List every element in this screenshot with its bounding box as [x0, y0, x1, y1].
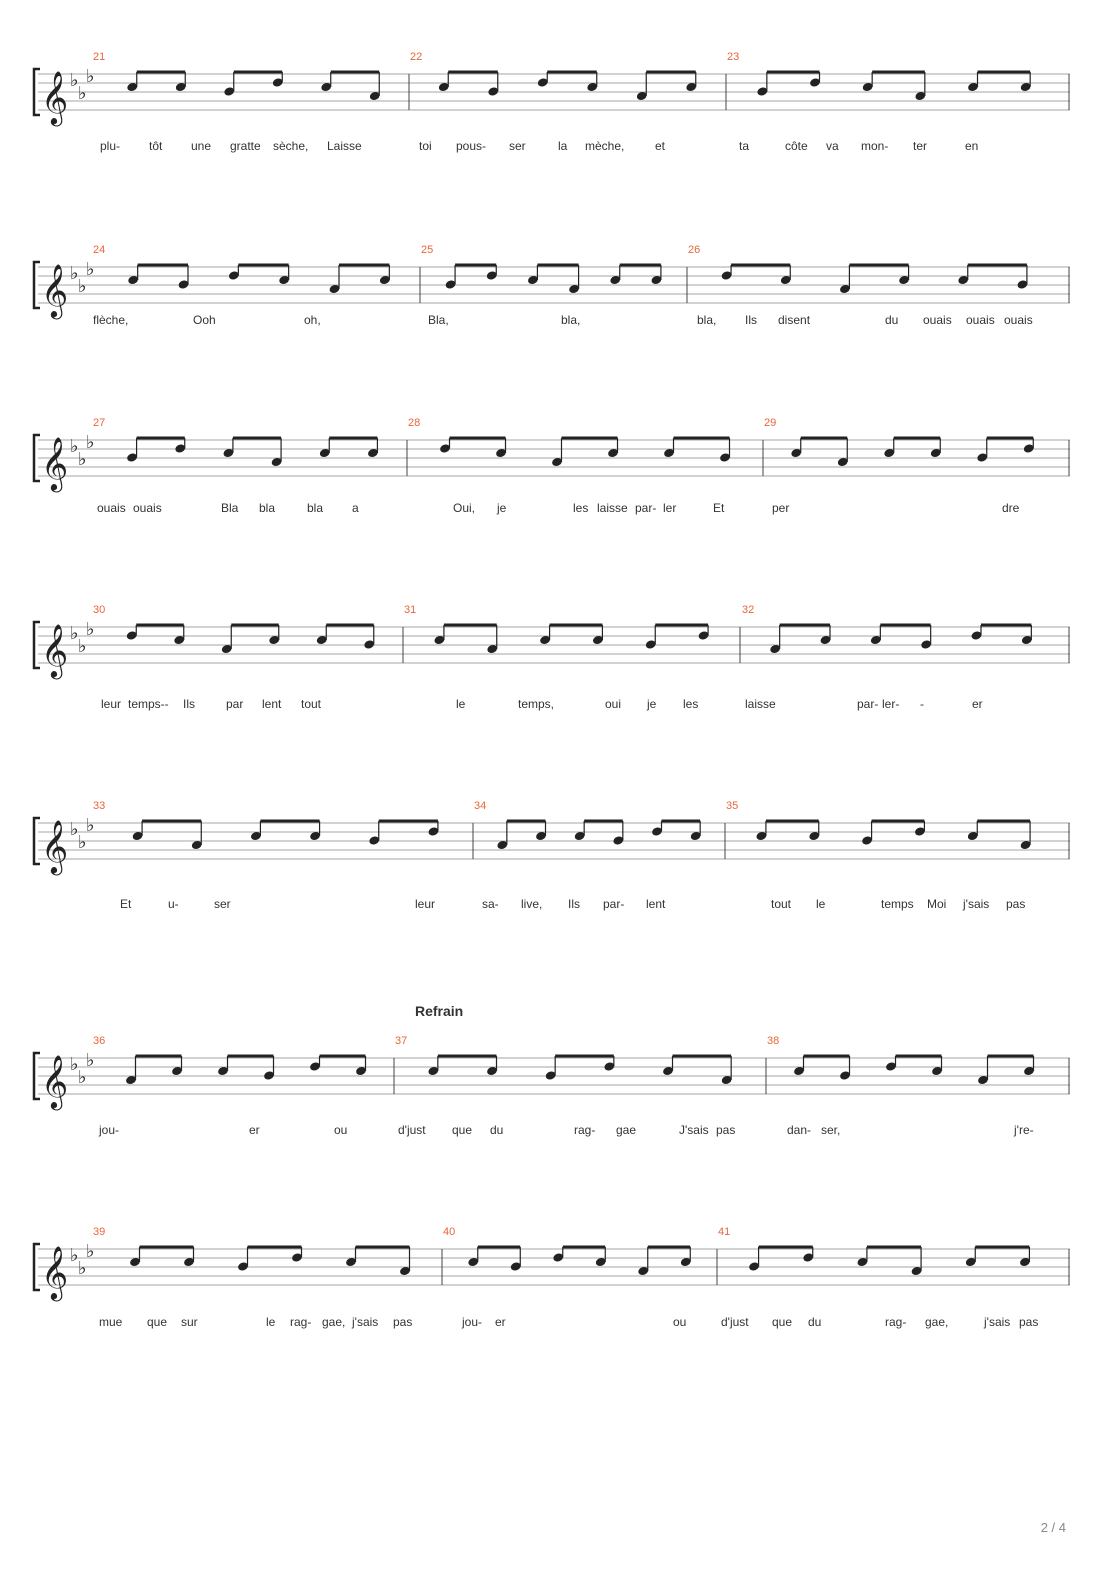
lyric-syllable: a — [352, 501, 359, 515]
measure-number: 28 — [408, 417, 421, 429]
lyric-syllable: bla — [307, 501, 324, 515]
lyric-syllable: ser — [509, 139, 526, 153]
lyric-syllable: er — [972, 697, 983, 711]
lyric-syllable: par- — [857, 697, 879, 711]
lyric-syllable: gae, — [322, 1315, 346, 1329]
flat-icon: ♭ — [70, 436, 79, 457]
lyric-syllable: et — [655, 139, 666, 153]
lyric-syllable: ser — [214, 897, 231, 911]
lyric-syllable: pas — [1019, 1315, 1039, 1329]
measure-number: 30 — [93, 604, 106, 616]
lyric-syllable: rag- — [290, 1315, 312, 1329]
lyric-syllable: pas — [393, 1315, 413, 1329]
lyric-syllable: live, — [521, 897, 543, 911]
lyric-syllable: que — [147, 1315, 168, 1329]
lyric-syllable: bla, — [561, 313, 581, 327]
flat-icon: ♭ — [70, 70, 79, 91]
staff — [0, 1227, 1110, 1327]
treble-clef-icon: 𝄞 — [41, 1054, 69, 1108]
flat-icon: ♭ — [78, 449, 87, 470]
lyric-syllable: la — [558, 139, 568, 153]
staff-system — [0, 245, 1110, 445]
flat-icon: ♭ — [86, 66, 95, 87]
lyric-syllable: je — [647, 697, 657, 711]
measure-number: 41 — [718, 1226, 731, 1238]
lyric-syllable: d'just — [398, 1123, 426, 1137]
lyric-syllable: va — [826, 139, 839, 153]
lyric-syllable: Ooh — [193, 313, 216, 327]
staff-system — [0, 418, 1110, 618]
lyric-syllable: sa- — [482, 897, 499, 911]
flat-icon: ♭ — [78, 1258, 87, 1279]
staff — [0, 801, 1110, 901]
lyric-syllable: que — [452, 1123, 473, 1137]
lyric-syllable: pas — [716, 1123, 736, 1137]
lyric-syllable: j'sais — [984, 1315, 1011, 1329]
flat-icon: ♭ — [78, 636, 87, 657]
measure-number: 35 — [726, 800, 739, 812]
lyric-syllable: j'sais — [352, 1315, 379, 1329]
lyric-syllable: j're- — [1014, 1123, 1034, 1137]
lyric-syllable: lent — [262, 697, 282, 711]
lyric-syllable: les — [573, 501, 589, 515]
staff-system — [0, 801, 1110, 1001]
lyric-syllable: Moi — [927, 897, 947, 911]
flat-icon: ♭ — [78, 832, 87, 853]
lyric-syllable: mèche, — [585, 139, 625, 153]
lyric-syllable: une — [191, 139, 212, 153]
lyric-syllable: ler- — [882, 697, 900, 711]
lyric-syllable: que — [772, 1315, 793, 1329]
lyric-syllable: rag- — [885, 1315, 907, 1329]
lyric-syllable: tout — [771, 897, 792, 911]
lyric-syllable: j'sais — [963, 897, 990, 911]
flat-icon: ♭ — [86, 259, 95, 280]
measure-number: 36 — [93, 1035, 106, 1047]
lyric-syllable: u- — [168, 897, 179, 911]
lyric-syllable: gratte — [230, 139, 261, 153]
treble-clef-icon: 𝄞 — [41, 70, 69, 124]
flat-icon: ♭ — [70, 623, 79, 644]
lyric-syllable: per — [772, 501, 790, 515]
flat-icon: ♭ — [70, 1245, 79, 1266]
measure-number: 25 — [421, 244, 434, 256]
measure-number: 37 — [395, 1035, 408, 1047]
lyric-syllable: Ils — [183, 697, 195, 711]
lyric-syllable: ouais — [923, 313, 952, 327]
measure-number: 38 — [767, 1035, 780, 1047]
lyric-syllable: les — [683, 697, 699, 711]
measure-number: 40 — [443, 1226, 456, 1238]
measure-number: 24 — [93, 244, 106, 256]
lyric-syllable: Oui, — [453, 501, 476, 515]
lyric-syllable: en — [965, 139, 979, 153]
staff — [0, 1036, 1110, 1136]
lyric-syllable: er — [249, 1123, 260, 1137]
measure-number: 34 — [474, 800, 487, 812]
lyric-syllable: dre — [1002, 501, 1020, 515]
lyric-syllable: mue — [99, 1315, 123, 1329]
lyric-syllable: flèche, — [93, 313, 129, 327]
lyric-syllable: ler — [663, 501, 677, 515]
lyric-syllable: bla, — [697, 313, 717, 327]
lyric-syllable: le — [816, 897, 826, 911]
measure-number: 22 — [410, 51, 423, 63]
lyric-syllable: jou- — [462, 1315, 483, 1329]
lyric-syllable: Bla — [221, 501, 239, 515]
lyric-syllable: ser, — [821, 1123, 841, 1137]
lyric-syllable: ouais — [133, 501, 162, 515]
measure-number: 26 — [688, 244, 701, 256]
lyric-syllable: ou — [673, 1315, 687, 1329]
flat-icon: ♭ — [70, 819, 79, 840]
flat-icon: ♭ — [70, 263, 79, 284]
staff-system — [0, 605, 1110, 805]
lyric-syllable: Ils — [745, 313, 757, 327]
lyric-syllable: du — [808, 1315, 822, 1329]
lyric-syllable: rag- — [574, 1123, 596, 1137]
lyric-syllable: disent — [778, 313, 811, 327]
lyric-syllable: Bla, — [428, 313, 449, 327]
lyric-syllable: Ils — [568, 897, 580, 911]
lyric-syllable: temps — [881, 897, 914, 911]
lyric-syllable: dan- — [787, 1123, 812, 1137]
lyric-syllable: Laisse — [327, 139, 362, 153]
lyric-syllable: plu- — [100, 139, 121, 153]
flat-icon: ♭ — [86, 1241, 95, 1262]
treble-clef-icon: 𝄞 — [41, 1245, 69, 1299]
staff-system — [0, 52, 1110, 252]
lyric-syllable: sèche, — [273, 139, 309, 153]
lyric-syllable: ouais — [966, 313, 995, 327]
lyric-syllable: mon- — [861, 139, 889, 153]
lyric-syllable: Et — [120, 897, 132, 911]
measure-number: 23 — [727, 51, 740, 63]
lyric-syllable: oh, — [304, 313, 321, 327]
section-label-refrain: Refrain — [415, 1003, 464, 1019]
staff — [0, 52, 1110, 152]
staff — [0, 605, 1110, 705]
lyric-syllable: pas — [1006, 897, 1026, 911]
flat-icon: ♭ — [86, 432, 95, 453]
lyric-syllable: côte — [785, 139, 808, 153]
lyric-syllable: pous- — [456, 139, 487, 153]
lyric-syllable: gae — [616, 1123, 637, 1137]
measure-number: 32 — [742, 604, 755, 616]
flat-icon: ♭ — [86, 619, 95, 640]
lyric-syllable: tôt — [149, 139, 163, 153]
flat-icon: ♭ — [70, 1054, 79, 1075]
measure-number: 39 — [93, 1226, 106, 1238]
treble-clef-icon: 𝄞 — [41, 436, 69, 490]
treble-clef-icon: 𝄞 — [41, 263, 69, 317]
lyric-syllable: tout — [301, 697, 322, 711]
lyric-syllable: du — [490, 1123, 504, 1137]
lyric-syllable: toi — [419, 139, 432, 153]
staff — [0, 418, 1110, 518]
lyric-syllable: le — [266, 1315, 276, 1329]
lyric-syllable: par- — [603, 897, 625, 911]
lyric-syllable: ouais — [1004, 313, 1033, 327]
lyric-syllable: leur — [415, 897, 436, 911]
flat-icon: ♭ — [86, 815, 95, 836]
measure-number: 27 — [93, 417, 106, 429]
flat-icon: ♭ — [78, 1067, 87, 1088]
lyric-syllable: je — [497, 501, 507, 515]
lyric-syllable: oui — [605, 697, 622, 711]
lyric-syllable: lent — [646, 897, 666, 911]
lyric-syllable: bla — [259, 501, 276, 515]
lyric-syllable: ouais — [97, 501, 126, 515]
flat-icon: ♭ — [86, 1050, 95, 1071]
measure-number: 31 — [404, 604, 417, 616]
flat-icon: ♭ — [78, 276, 87, 297]
lyric-syllable: par- — [635, 501, 657, 515]
page-number: 2 / 4 — [1040, 1520, 1066, 1535]
lyric-syllable: leur — [101, 697, 122, 711]
staff — [0, 245, 1110, 345]
measure-number: 29 — [764, 417, 777, 429]
lyric-syllable: ou — [334, 1123, 348, 1137]
lyric-syllable: temps, — [518, 697, 555, 711]
lyric-syllable: le — [456, 697, 466, 711]
lyric-syllable: gae, — [925, 1315, 949, 1329]
lyric-syllable: - — [920, 697, 924, 711]
measure-number: 33 — [93, 800, 106, 812]
flat-icon: ♭ — [78, 83, 87, 104]
lyric-syllable: er — [495, 1315, 506, 1329]
staff-system — [0, 1227, 1110, 1427]
lyric-syllable: Et — [713, 501, 725, 515]
lyric-syllable: du — [885, 313, 899, 327]
lyric-syllable: par — [226, 697, 244, 711]
treble-clef-icon: 𝄞 — [41, 623, 69, 677]
lyric-syllable: sur — [181, 1315, 198, 1329]
treble-clef-icon: 𝄞 — [41, 819, 69, 873]
lyric-syllable: laisse — [597, 501, 628, 515]
lyric-syllable: laisse — [745, 697, 776, 711]
measure-number: 21 — [93, 51, 106, 63]
lyric-syllable: jou- — [99, 1123, 120, 1137]
lyric-syllable: ta — [739, 139, 750, 153]
staff-system — [0, 1036, 1110, 1236]
lyric-syllable: temps-- — [128, 697, 169, 711]
lyric-syllable: J'sais — [679, 1123, 709, 1137]
lyric-syllable: ter — [913, 139, 928, 153]
lyric-syllable: d'just — [721, 1315, 749, 1329]
